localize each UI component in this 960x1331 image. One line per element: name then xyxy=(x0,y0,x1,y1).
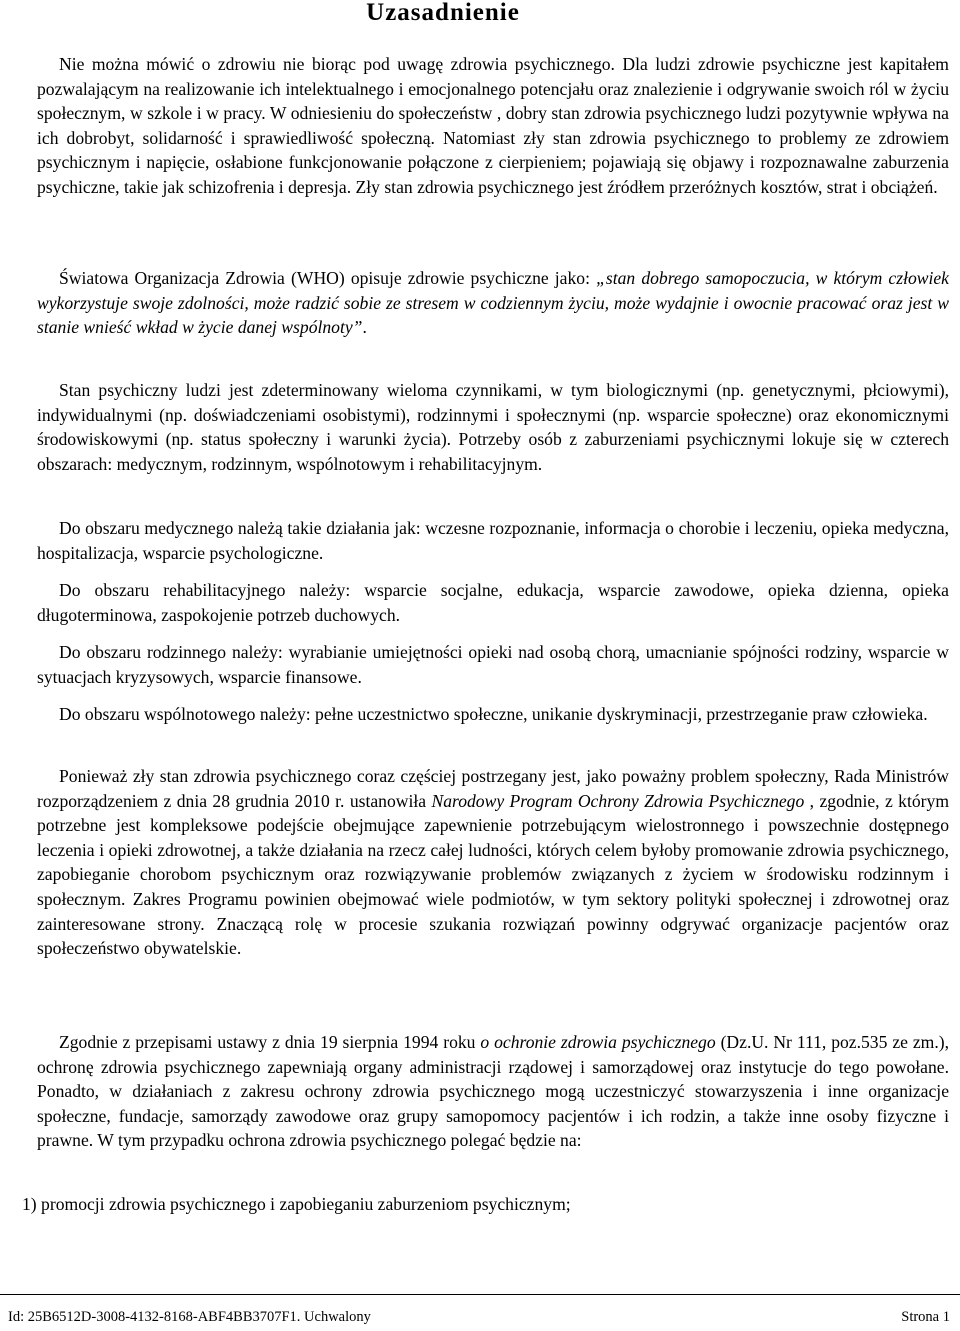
footer-page-number: Strona 1 xyxy=(901,1309,950,1325)
program-lead: Ponieważ zły stan zdrowia psychicznego coraz częściej postrzegany jest, jako poważny problem społeczny, Rada Ministrów rozporządzeniem z dnia 28 grudnia 2010 r. ustanowiła xyxy=(37,766,949,811)
footer-document-id: Id: 25B6512D-3008-4132-8168-ABF4BB3707F1. Uchwalony xyxy=(8,1309,371,1325)
paragraph-3: Stan psychiczny ludzi jest zdeterminowany wieloma czynnikami, w tym biologicznymi (np. genetycznymi, płciowymi), indywidualnymi (np. doświadczeniami osobistymi), rodzinnymi i społecznymi (np. wsparcie społeczne) oraz ekonomicznymi środowiskowymi (np. status społeczny i warunki życia). Potrzeby osób z zaburzeniami psychicznymi lokuje się w czterech obszarach: medycznym, rodzinnym, wspólnotowym i rehabilitacyjnym. xyxy=(37,380,949,474)
paragraph-act xyxy=(37,1030,949,1153)
document-title: Uzasadnienie xyxy=(366,0,520,26)
paragraph-rehabilitation-area: Do obszaru rehabilitacyjnego należy: wsparcie socjalne, edukacja, wsparcie zawodowe, opieka dzienna, opieka długoterminowa, zaspokojenie potrzeb duchowych. xyxy=(37,580,949,625)
paragraph-1: Nie można mówić o zdrowiu nie biorąc pod uwagę zdrowia psychicznego. Dla ludzi zdrowie psychiczne jest kapitałem pozwalającym na realizowanie ich intelektualnego i emocjonalnego potencjału oraz znalezienie i odgrywanie swoich ról w życiu społecznym, w szkole i w pracy. W odniesieniu do społeczeństw , dobry stan zdrowia psychicznego ludzi pozytywnie wpływa na ich dobrobyt, solidarność i sprawiedliwość społeczną. Natomiast zły stan zdrowia psychicznego to problemy ze zdrowiem psychicznym i napięcie, osłabione funkcjonowanie połączone z cierpieniem; pojawiają się objawy i rozpoznawalne zaburzenia psychiczne, takie jak schizofrenia i depresja. Zły stan zdrowia psychicznego jest źródłem przeróżnych kosztów, strat i obciążeń. xyxy=(37,54,949,197)
paragraph-medical-area: Do obszaru medycznego należą takie działania jak: wczesne rozpoznanie, informacja o chorobie i leczeniu, opieka medyczna, hospitalizacja, wsparcie psychologiczne. xyxy=(37,518,949,563)
who-definition-quote: „stan dobrego samopoczucia, w którym człowiek wykorzystuje swoje zdolności, może radzić sobie ze stresem w codziennym życiu, może wydajnie i owocnie pracować oraz jest w stanie wnieść wkład w życie danej wspólnoty” xyxy=(37,268,949,338)
act-name: o ochronie zdrowia psychicznego xyxy=(480,1032,716,1052)
list-item: 1) promocji zdrowia psychicznego i zapobieganiu zaburzeniom psychicznym; xyxy=(22,1194,571,1214)
paragraph-national-program xyxy=(37,764,949,961)
who-lead: Światowa Organizacja Zdrowia (WHO) opisuje zdrowie psychiczne jako: xyxy=(59,268,597,288)
paragraph-family-area: Do obszaru rodzinnego należy: wyrabianie umiejętności opieki nad osobą chorą, umacnianie spójności rodziny, wsparcie w sytuacjach kryzysowych, wsparcie finansowe. xyxy=(37,642,949,687)
paragraph-community-area: Do obszaru wspólnotowego należy: pełne uczestnictwo społeczne, unikanie dyskryminacji, przestrzeganie praw człowieka. xyxy=(59,704,928,724)
program-name: Narodowy Program Ochrony Zdrowia Psychicznego xyxy=(431,790,805,811)
who-end: . xyxy=(362,317,367,338)
program-rest: , zgodnie, z którym potrzebne jest kompleksowe podejście obejmujące zapewnienie potrzebującym wielostronnego i powszechnie dostępnego leczenia i opieki zdrowotnej, a także działania na rzecz całej ludności, których celem byłoby promowanie zdrowia psychicznego, zapobieganie chorobom psychicznym oraz rozwiązywanie problemów związanych z życiem w środowisku rodzinnym i społecznym. Zakres Programu powinien obejmować wiele podmiotów, w tym sektory polityki społecznej i zdrowotnej oraz zainteresowane strony. Znaczącą rolę w procesie szukania rozwiązań powinny odgrywać organizacje pacjentów oraz społeczeństwo obywatelskie. xyxy=(37,790,950,959)
footer-divider xyxy=(0,1294,960,1295)
act-lead: Zgodnie z przepisami ustawy z dnia 19 sierpnia 1994 roku xyxy=(59,1032,481,1052)
paragraph-2 xyxy=(37,266,949,340)
act-rest: (Dz.U. Nr 111, poz.535 ze zm.), ochronę zdrowia psychicznego zapewniają organy administracji rządowej i samorządowej oraz instytucje do tego powołane. Ponadto, w działaniach z zakresu ochrony zdrowia psychicznego mogą uczestniczyć stowarzyszenia i inne organizacje społeczne, fundacje, samorządy zawodowe oraz grupy samopomocy pacjentów i ich rodzin, a także inne osoby fizyczne i prawne. W tym przypadku ochrona zdrowia psychicznego polegać będzie na: xyxy=(37,1032,949,1151)
